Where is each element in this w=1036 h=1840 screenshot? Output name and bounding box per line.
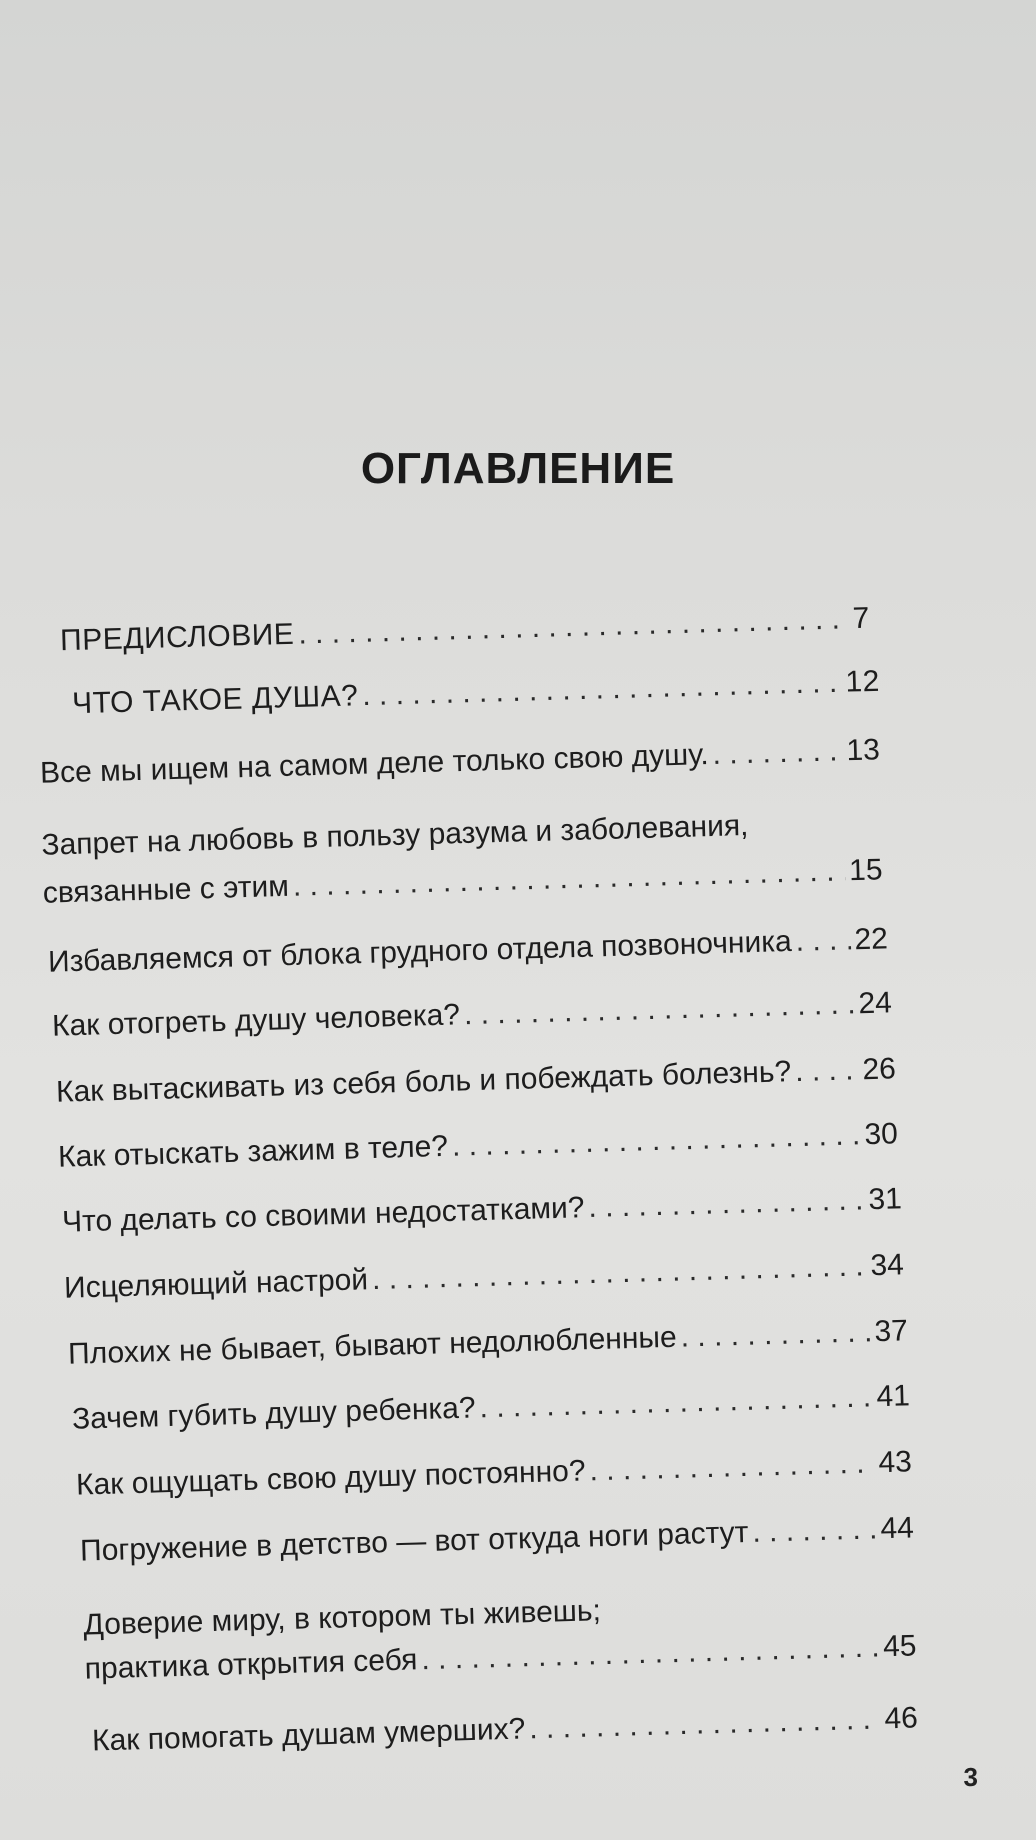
toc-entry-label: Что делать со своими недостатками? (61, 1191, 585, 1239)
dot-leader (680, 1312, 871, 1357)
dot-leader (421, 1627, 880, 1680)
toc-entry-page: 44 (880, 1511, 915, 1546)
toc-entry-label: Исцеляющий настрой (63, 1263, 369, 1305)
toc-entry-two-line (83, 1582, 917, 1689)
toc-entry-preface (60, 599, 871, 662)
toc-entry-label-line2: связанные с этим (42, 869, 290, 910)
toc-entry-label: Как отыскать зажим в теле? (57, 1129, 449, 1174)
toc-entry (58, 1114, 899, 1177)
page-number: 3 (963, 1762, 978, 1792)
dot-leader (479, 1377, 873, 1428)
toc-entry-label: Как вытаскивать из себя боль и побеждать болезнь? (55, 1055, 792, 1109)
toc-entry-label-line1: Запрет на любовь в пользу разума и заболевания, (41, 808, 749, 862)
toc-entry-label: Зачем губить душу ребенка? (71, 1391, 476, 1436)
dot-leader (589, 1443, 875, 1491)
toc-entry-label: Как отогреть душу человека? (51, 998, 461, 1043)
toc-entry (62, 1179, 903, 1242)
toc-entry (76, 1442, 913, 1505)
toc-entry (64, 1245, 905, 1308)
toc-title: ОГЛАВЛЕНИЕ (360, 444, 676, 493)
toc-entry-label-line2: практика открытия себя (84, 1643, 418, 1686)
toc-entry-label: Плохих не бывает, бывают недолюбленные (67, 1320, 678, 1371)
dot-leader (463, 984, 855, 1035)
dot-leader (712, 731, 843, 775)
toc-entry-label: ЧТО ТАКОЕ ДУША? (71, 679, 359, 721)
toc-entry (48, 919, 889, 982)
dot-leader (588, 1180, 865, 1228)
toc-entry-page: 31 (867, 1182, 903, 1217)
dot-leader (795, 1050, 859, 1092)
toc-entry (56, 1049, 897, 1112)
dot-leader (362, 663, 842, 716)
dot-leader (451, 1115, 861, 1166)
toc-entry-label: Как ощущать свою душу постоянно? (75, 1454, 586, 1502)
toc-entry (72, 1376, 911, 1439)
toc-entry-two-line (41, 802, 883, 913)
toc-entry-label: Избавляемся от блока грудного отдела позвоночника (47, 924, 793, 979)
toc-entry-page: 41 (876, 1379, 911, 1414)
toc-entry (52, 983, 893, 1046)
toc-entry-page: 22 (853, 922, 889, 957)
dot-leader (529, 1700, 881, 1750)
toc-entry (80, 1508, 915, 1571)
toc-entry-page: 26 (861, 1052, 897, 1087)
toc-entry-page: 7 (852, 601, 871, 636)
toc-entry (40, 730, 881, 793)
toc-entry-page: 43 (878, 1445, 913, 1480)
toc-entry-page: 15 (848, 853, 883, 888)
dot-leader (795, 920, 851, 962)
toc-entry-what-is-soul (72, 662, 881, 725)
toc-entry-page: 46 (884, 1701, 919, 1736)
toc-entry (68, 1311, 909, 1374)
toc-entry-label: Как помогать душам умерших? (91, 1712, 526, 1758)
toc-entry-label-line1: Доверие миру, в котором ты живешь; (83, 1594, 602, 1642)
toc-entry-page: 12 (845, 664, 881, 699)
toc-entry-page: 24 (857, 986, 893, 1021)
toc-entry-label: ПРЕДИСЛОВИЕ (59, 617, 295, 658)
toc-entry-page: 37 (873, 1314, 909, 1349)
toc-entry (92, 1698, 919, 1761)
dot-leader (371, 1246, 867, 1300)
toc-entry-page: 45 (882, 1629, 917, 1664)
dot-leader (752, 1509, 877, 1552)
toc-entry-page: 13 (845, 733, 881, 768)
toc-entry-page: 34 (869, 1248, 905, 1283)
dot-leader (292, 851, 845, 906)
toc-entry-label: Погружение в детство — вот откуда ноги растут (79, 1515, 749, 1568)
toc-entry-page: 30 (863, 1117, 899, 1152)
toc-entry-label: Все мы ищем на самом деле только свою душу. (39, 738, 709, 790)
dot-leader (298, 599, 849, 654)
